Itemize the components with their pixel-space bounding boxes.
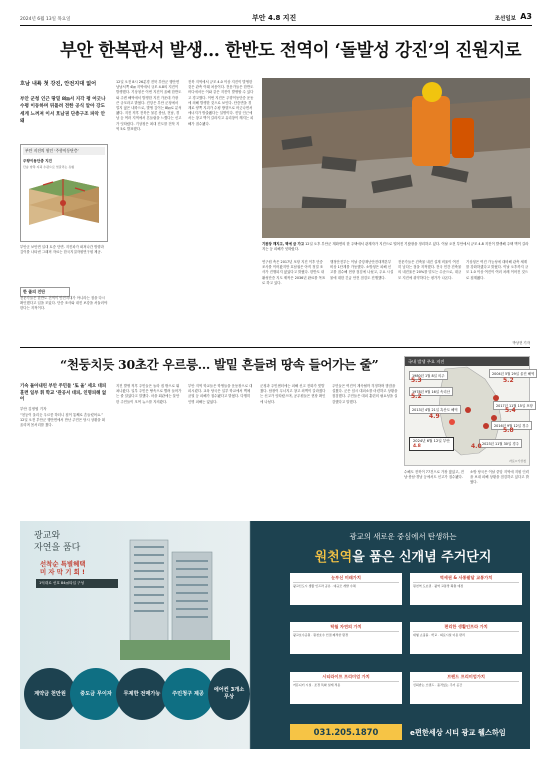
- second-byline: 부안 김정엽 기자: [20, 406, 47, 411]
- ad-left-badge: 1억대로 선호 84㎡타입 구성: [36, 579, 118, 588]
- ad-benefit-circles: [22, 668, 250, 726]
- photo-caption-title: 기왓장 깨지고, 벽에 금 가고: [262, 242, 305, 246]
- quake-magnitude: 5.3: [411, 377, 422, 384]
- ad-feature-text: 광교호수공원 · 원천호수 인접 쾌적한 환경: [293, 633, 348, 637]
- page-header: [20, 6, 532, 26]
- building-illustration: [120, 530, 230, 660]
- main-column-2: 전북 지역에서 규모 4.0 이상 지진이 발생한 것은 관측 이래 처음이다. 전문가들은 한반도 어디에서든 이와 같은 지진이 발생할 수 있다고 경고했다. 이번 지진은 주향이동단층 운동에 의해 발생한 것으로 보인다. 단층면을 경계로 양쪽 지괴가 수평 방향으로 어긋나면서 에너지가 방출됐다는 설명이다. 진앙 인근에서는 창고 벽이 갈라지고 유리창이 깨지는 피해가 접수됐다.: [188, 80, 254, 126]
- quake-magnitude: 5.8: [503, 427, 514, 434]
- section-title: 부안 4.8 지진: [252, 14, 297, 22]
- second-column-0: “천둥이 울리듯 우르릉 하더니 집이 통째로 흔들렸어요.” 12일 오전 부안군 행안면에서 만난 주민은 당시 상황을 떠올리며 몸서리를 쳤다.: [20, 413, 105, 428]
- ad-feature-text: 대형 쇼핑몰 · 학교 · 의료시설 이용 편리: [413, 633, 466, 637]
- main-column-4: 행정안전부는 이날 중앙재난안전대책본부 비상 1단계를 가동했다. 소방청은 피해 신고를 접수해 현장 점검에 나섰고, 주요 시설물에 대한 긴급 안전 점검도 진행했다.: [330, 260, 394, 280]
- second-column-3: 군청과 주민센터에는 피해 신고 전화가 빗발쳤다. 담장이 무너지고 창고 외벽이 갈라졌다는 신고가 잇따랐으며, 공무원들은 현장 확인에 나섰다.: [260, 384, 326, 404]
- damage-photo: [262, 78, 530, 238]
- ad-right-title: [285, 546, 521, 565]
- benefit-circle: 중도금 무이자: [70, 668, 122, 720]
- main-lead: 부안 군청 인근 땅밑 8㎞서 지각 평 어긋나 수평 이동하며 뒤틀려 전한 공식 알아 강도 세게 느껴져 이서 호남권 단층구조 파악 안 돼: [20, 97, 106, 125]
- fault-box-subtitle: 주향이동단층 지진: [23, 159, 53, 163]
- second-column-4: 주민들은 여진이 계속될까 걱정하며 밤잠을 설쳤다. 군은 임시 대피소를 마련하고 상황을 점검했다. 주민들은 대피 훈련의 필요성을 실감했다고 말했다.: [332, 384, 398, 404]
- ad-feature-title: 시티라이프 프리미엄 가치: [293, 674, 399, 682]
- main-column-1: 12일 오전 8시 26분경 전북 부안군 행안면 남남서쪽 4㎞ 지역에서 규모 4.8의 지진이 발생했다. 기상청은 이번 지진이 올해 한반도와 주변 해역에서 발생한 지진 가운데 가장 큰 규모라고 밝혔다. 진앙은 부안 군청에서 멀지 않은 내륙으로, 발생 깊이는 8㎞로 분석됐다. 지진 직후 전북은 물론 충남, 전남, 경남 등 여러 지역에서 흔들림을 느꼈다는 신고가 잇따랐다. 기상청은 최대 진도를 전북 지역 5로 발표했다.: [116, 80, 182, 131]
- fault-box-note: 단층 양쪽 지괴 수평으로 엇갈리는 유형: [23, 165, 75, 169]
- page-number: A3: [520, 12, 532, 21]
- ad-right-tagline: 광교의 새로운 중심에서 탄생하는: [349, 532, 457, 541]
- benefit-circle: 에어컨 3개소 무상: [208, 668, 250, 720]
- fault-info-box: [20, 144, 108, 242]
- second-subhead-text: 기숙 돌아내린 부안 주민들 ‘또 올’ 세오 대피훈련 일부 휘 학교 ‘관공서 대피, 인명피해 없어: [20, 384, 107, 403]
- ad-feature-title: 편리한 생활인프라 가치: [413, 624, 519, 632]
- ad-left-offer-2: 미 자 막 기 회 !: [40, 568, 85, 576]
- quake-label: 2013년 4월 21일 흑산도 해역: [409, 405, 461, 414]
- photo-caption-text: 12일 오후 부안군 계화면의 한 주택에서 관계자가 지진으로 떨어진 기왓장을 정리하고 있다. 이날 오전 부안에서 규모 4.8 지진이 발생해 주택 벽이 갈라지는 등 피해가 잇따랐다.: [262, 242, 529, 251]
- benefit-circle: 계약금 천만원: [24, 668, 76, 720]
- ad-right-title-rest: 을 품은 신개념 주거단지: [352, 550, 492, 565]
- quake-dot: [483, 423, 489, 429]
- earthquake-map: [404, 356, 535, 466]
- second-subhead: [20, 384, 108, 412]
- ad-feature-text: 신뢰받는 브랜드 · 품격있는 주거 공간: [413, 683, 463, 687]
- second-column-6: 소방 당국은 이날 중앙 지역에 지원 인력을 보내 피해 상황을 점검하고 있다고 밝혔다.: [470, 470, 529, 485]
- ad-brand-name: e편한세상 시티 광교 웰스하임: [410, 728, 506, 737]
- main-subhead: 호남 내륙 첫 강진, 안전지대 없어: [20, 81, 97, 87]
- ad-left-line-1: 광교와: [34, 531, 61, 541]
- quake-magnitude: 5.4: [505, 407, 516, 414]
- quake-label: 1978년 9월 16일 속리산: [409, 387, 453, 396]
- ad-feature-box: [290, 573, 402, 605]
- diagram-caption: 부안군 보안면 일대 토층 단면. 지진파가 퍼져나간 방향과 깊이를 나타낸 그래픽 자료는 한국지질자원연구원 제공.: [20, 245, 104, 255]
- quake-label: 1980년 1월 8일 의주: [409, 371, 448, 380]
- ad-feature-text: 광교신도시 생활 인프라 공유 · 대규모 개발 수혜: [293, 584, 356, 588]
- second-headline: “천둥치듯 30초간 우르릉… 발밑 흔들려 땅속 들어가는 줄”: [60, 357, 379, 372]
- side-label: 한 줄의 진단: [20, 287, 70, 297]
- ad-feature-box: [290, 672, 402, 704]
- main-column-6: 기상청은 여진 가능성에 대비해 관측 체계를 강화하겠다고 밝혔다. 이날 오후까지 규모 1.0 이상 여진이 여러 차례 이어진 것으로 집계됐다.: [466, 260, 529, 280]
- main-column-5: 전문가들은 건축물 내진 설계 비율이 여전히 낮다는 점을 지적했다. 전국 민간 건축물의 내진율은 20%를 밑도는 수준으로, 대규모 지진에 취약하다는 평가가 나온다.: [398, 260, 462, 280]
- main-column-3: 연구원 측은 2017년 포항 지진 이후 단층 조사를 이어왔지만 호남권은 아직 정밀 조사가 진행되지 않았다고 밝혔다. 한반도 내 활성단층 지도 제작은 2036년 완료를 목표로 하고 있다.: [262, 260, 326, 285]
- ad-feature-title: 눈부신 미래가치: [293, 575, 399, 583]
- ad-left-line-2: 자연을 품다: [34, 543, 81, 553]
- quake-dot-current: [449, 419, 455, 425]
- ad-feature-title: 탁월 자연의 가치: [293, 624, 399, 632]
- quake-magnitude: 4.0: [471, 443, 482, 450]
- ad-feature-text: 커뮤니티 시설 · 조경 특화 설계 적용: [293, 683, 341, 687]
- fault-box-title: 부안 지진의 원인 ‘주향이동단층’: [23, 147, 105, 155]
- paper-name: 조선일보: [494, 16, 516, 22]
- current-quake-box: [409, 437, 454, 451]
- ad-feature-text: 원천역 도보권 · 광역 교통망 확충 예정: [413, 584, 464, 588]
- current-quake-magnitude: 4.8: [413, 444, 421, 449]
- ad-left-offer: [40, 560, 85, 576]
- ad-left-offer-1: 선착순 특별혜택: [40, 560, 86, 568]
- second-column-2: 부안 지역 학교들은 학생들을 운동장으로 대피시켰다. 교육 당국은 일부 학교에서 벽체 균열 등 피해가 접수됐다고 밝혔다. 다행히 인명 피해는 없었다.: [188, 384, 253, 404]
- ad-feature-title: 역세권 & 사통팔달 교통가치: [413, 575, 519, 583]
- quake-label: 2016년 9월 12일 경주: [491, 421, 532, 430]
- benefit-circle: 주민청구 제공: [162, 668, 214, 720]
- issue-date: 2024년 6월 13일 목요일: [20, 17, 71, 22]
- benefit-circle: 무제한 전매가능: [116, 668, 168, 720]
- map-source: 자료=기상청: [508, 459, 526, 463]
- quake-magnitude: 4.9: [429, 413, 440, 420]
- second-column-5: 수해도 전북이 77건으로 가장 많았고, 전남·충남·경남 등에서도 신고가 접수됐다.: [404, 470, 464, 480]
- fault-diagram-illustration: [23, 169, 105, 231]
- quake-magnitude: 5.2: [411, 393, 422, 400]
- ad-feature-box: [410, 622, 522, 654]
- quake-dot: [465, 407, 471, 413]
- ad-left-title: [34, 530, 80, 554]
- section-divider: [20, 347, 530, 348]
- ad-feature-title: 브랜드 프리미엄가치: [413, 674, 519, 682]
- ad-feature-box: [290, 622, 402, 654]
- side-body: 전문가들은 한반도 전역이 안전지대가 아니라는 점을 다시 확인했다고 입을 모았다. 단층 조사와 내진 보강을 서둘러야 한다는 지적이다.: [20, 296, 108, 311]
- second-column-1: 지진 발생 직후 주민들은 놀라 집 밖으로 뛰쳐나왔다. 일부 주민은 땅속으로 빨려 들어가는 줄 알았다고 말했다. 마을 회관에는 불안한 주민들이 모여 뉴스를 지켜봤다.: [116, 384, 182, 404]
- current-quake-label: 2024년 6월 12일 부안: [413, 439, 450, 443]
- quake-label: 2023년 11월 30일 경주: [479, 439, 522, 448]
- ad-right-title-highlight: 원천역: [314, 550, 353, 565]
- map-title: 국내 발생 주요 지진: [405, 357, 529, 366]
- quake-label: 2017년 11월 15일 포항: [493, 401, 536, 410]
- main-byline: 박상현 기자: [512, 341, 530, 345]
- ad-phone-number[interactable]: 031.205.1870: [290, 724, 402, 740]
- ad-feature-box: [410, 672, 522, 704]
- photo-caption: [262, 242, 530, 256]
- main-headline: 부안 한복판서 발생… 한반도 전역이 ‘돌발성 강진’의 진원지로: [60, 41, 522, 61]
- ad-feature-box: [410, 573, 522, 605]
- quake-label: 2004년 5월 29일 울진 해역: [489, 369, 537, 378]
- quake-magnitude: 5.2: [503, 377, 514, 384]
